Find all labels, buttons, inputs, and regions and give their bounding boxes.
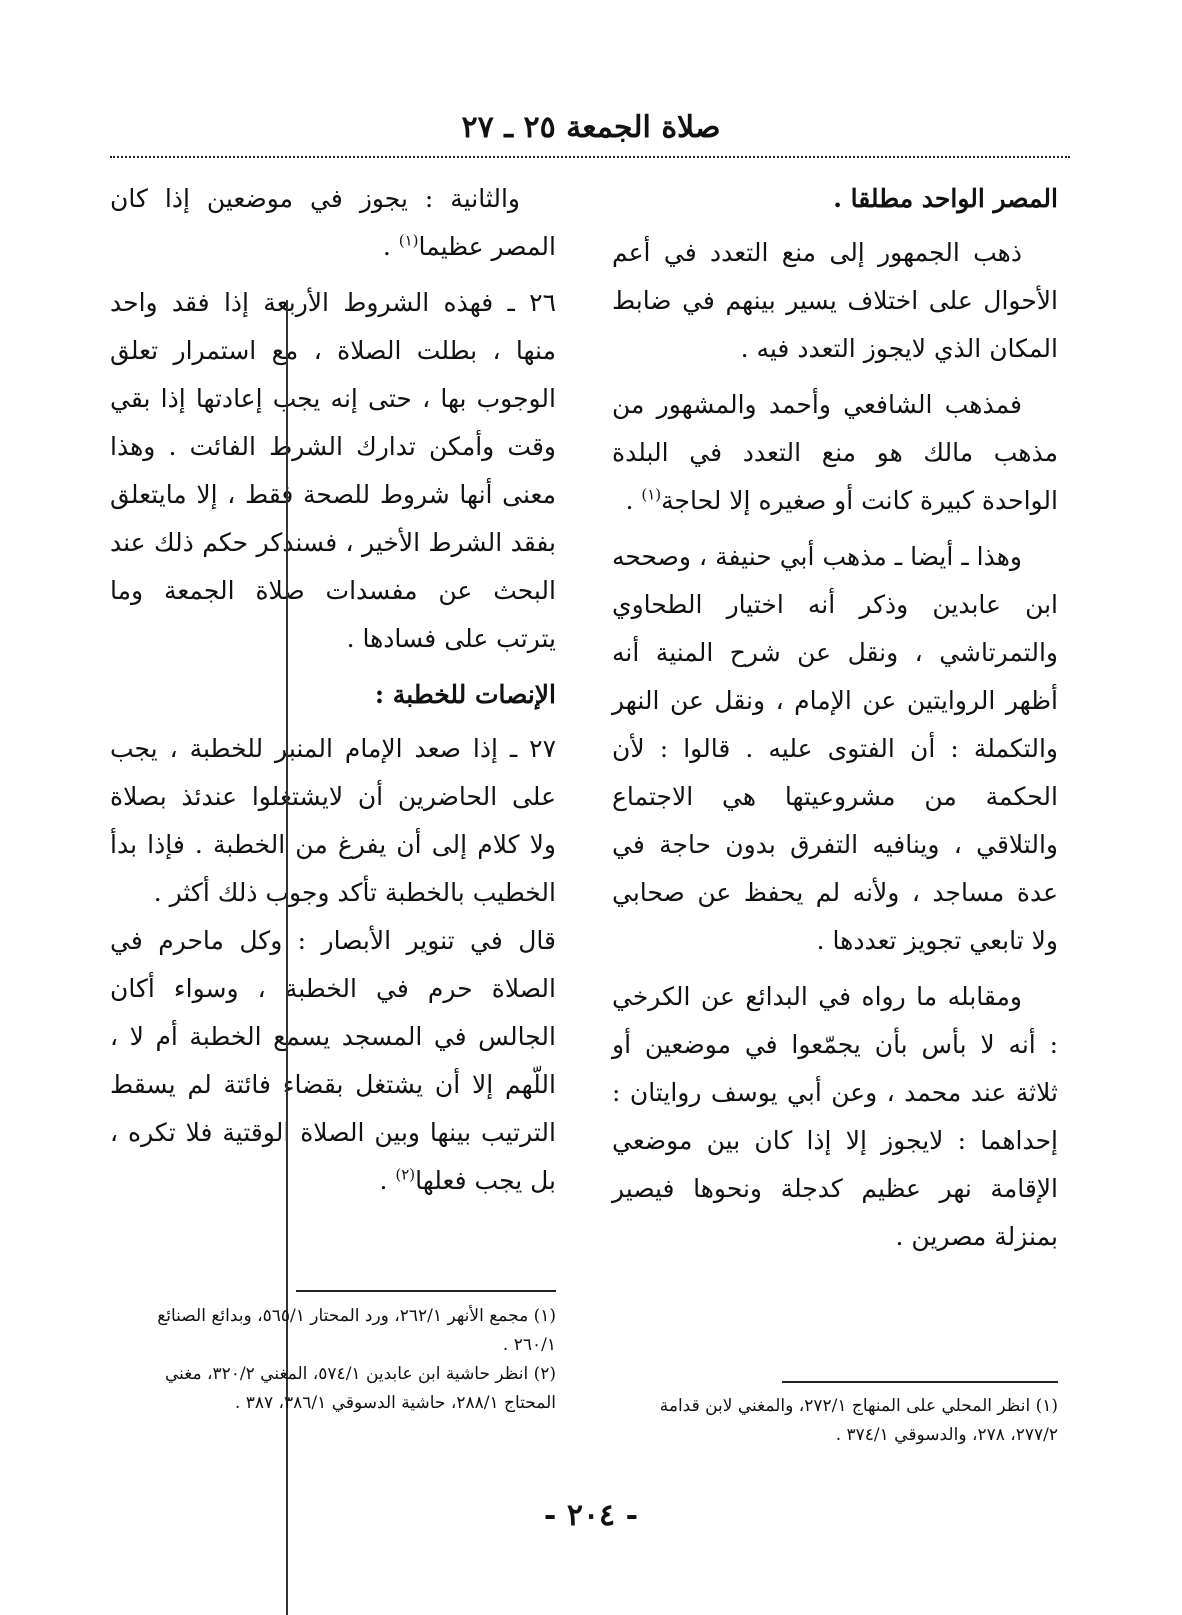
footnote-ref: (١) xyxy=(398,231,419,250)
footnote-ref: (٢) xyxy=(395,1165,416,1184)
paragraph-27b xyxy=(110,917,556,1205)
section-heading-insat: الإنصات للخطبة : xyxy=(374,680,556,709)
right-column xyxy=(612,175,1058,1269)
right-paragraph-3: وهذا ـ أيضا ـ مذهب أبي حنيفة ، وصححه ابن عابدين وذكر أنه اختيار الطحاوي والتمرتاشي ، ونقل عن شرح المنية أنه أظهر الروايتين عن الإمام ، ونقل عن النهر والتكملة : أن الفتوى عليه . قالوا : لأن الحكمة من مشروعيتها هي الاجتماع والتلاقي ، وينافيه التفرق بدون حاجة في عدة مساجد ، ولأنه لم يحفظ عن صحابي ولا تابعي تجويز تعددها . xyxy=(612,542,1058,955)
paragraph-27b-tail: . xyxy=(379,1166,396,1195)
footnotes-left xyxy=(110,1302,556,1418)
right-paragraph-4: ومقابله ما رواه في البدائع عن الكرخي : أنه لا بأس بأن يجمّعوا في موضعين أو ثلاثة عند محمد ، وعن أبي يوسف روايتان : إحداهما : لايجوز إلا إذا كان بين موضعي الإقامة نهر عظيم كدجلة ونحوها فيصير بمنزلة مصرين . xyxy=(612,982,1058,1251)
right-paragraph-2-tail: . xyxy=(625,486,642,515)
header-dotted-rule xyxy=(110,156,1070,158)
paragraph-27b-text: قال في تنوير الأبصار : وكل ماحرم في الصلاة حرم في الخطبة ، وسواء أكان الجالس في المسجد يسمع الخطبة أم لا ، اللّهم إلا أن يشتغل بقضاء فائتة لم يسقط الترتيب بينها وبين الصلاة الوقتية فلا تكره ، بل يجب فعلها xyxy=(110,926,556,1195)
footnote-rule-left xyxy=(296,1290,556,1292)
left-opening-text: والثانية : يجوز في موضعين إذا كان المصر عظيما xyxy=(110,184,556,261)
right-column-heading: المصر الواحد مطلقا . xyxy=(833,184,1058,213)
footnote-rule-right xyxy=(782,1381,1058,1383)
paragraph-27a: ٢٧ ـ إذا صعد الإمام المنبر للخطبة ، يجب على الحاضرين أن لايشتغلوا عندئذ بصلاة ولا كلام إلى أن يفرغ من الخطبة . فإذا بدأ الخطيب بالخطبة تأكد وجوب ذلك أكثر . xyxy=(110,734,556,907)
right-paragraph-2-text: فمذهب الشافعي وأحمد والمشهور من مذهب مالك هو منع التعدد في البلدة الواحدة كبيرة كانت أو صغيره إلا لحاجة xyxy=(612,390,1058,515)
left-opening-tail: . xyxy=(382,232,399,261)
footnotes-right xyxy=(612,1392,1058,1450)
right-paragraph-2 xyxy=(612,381,1058,525)
page-number: - ٢٠٤ - xyxy=(543,1498,639,1533)
left-column xyxy=(110,175,556,1213)
left-opening-paragraph xyxy=(110,175,556,271)
page-header: صلاة الجمعة ٢٥ ـ ٢٧ xyxy=(461,110,721,145)
footnote-item: (١) مجمع الأنهر ٢٦٢/١، ورد المحتار ٥٦٥/١، وبدائع الصنائع ٢٦٠/١ . xyxy=(157,1306,556,1355)
right-paragraph-1: ذهب الجمهور إلى منع التعدد في أعم الأحوال على اختلاف يسير بينهم في ضابط المكان الذي لايجوز التعدد فيه . xyxy=(612,238,1058,363)
footnote-ref: (١) xyxy=(641,485,662,504)
footnote-item: (١) انظر المحلي على المنهاج ٢٧٢/١، والمغني لابن قدامة ٢٧٧/٢، ٢٧٨، والدسوقي ٣٧٤/١ . xyxy=(659,1396,1058,1445)
footnote-item: (٢) انظر حاشية ابن عابدين ٥٧٤/١، المغني ٣٢٠/٢، مغني المحتاج ٢٨٨/١، حاشية الدسوقي ٣٨٦/١، ٣٨٧ . xyxy=(165,1364,556,1413)
paragraph-26: ٢٦ ـ فهذه الشروط الأربعة إذا فقد واحد منها ، بطلت الصلاة ، مع استمرار تعلق الوجوب بها ، حتى إنه يجب إعادتها إذا بقي وقت وأمكن تدارك الشرط الفائت . وهذا معنى أنها شروط للصحة فقط ، إلا مايتعلق بفقد الشرط الأخير ، فسنذكر حكم ذلك عند البحث عن مفسدات صلاة الجمعة وما يترتب على فسادها . xyxy=(110,288,556,653)
